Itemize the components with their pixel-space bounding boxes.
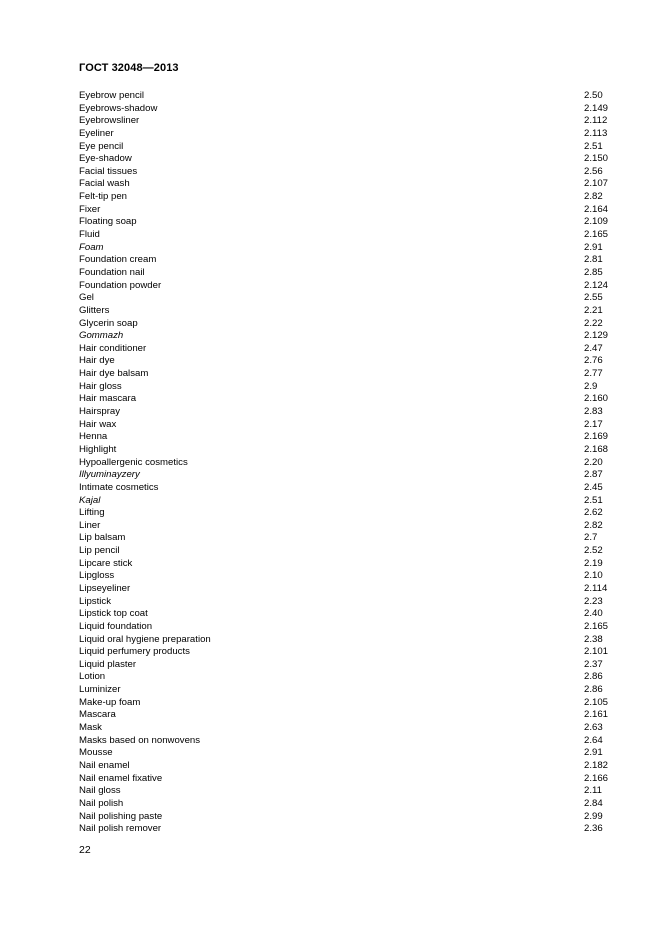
term-row	[79, 305, 619, 318]
term-row	[79, 684, 619, 697]
term-row	[79, 773, 619, 786]
term-name: Facial wash	[79, 178, 130, 190]
term-row	[79, 545, 619, 558]
term-reference: 2.166	[584, 772, 609, 784]
term-row	[79, 570, 619, 583]
term-name: Eyebrowsliner	[79, 115, 140, 127]
term-row	[79, 242, 619, 255]
term-reference: 2.37	[584, 658, 603, 670]
term-row	[79, 596, 619, 609]
term-row	[79, 482, 619, 495]
term-name: Lipstick	[79, 595, 111, 607]
term-reference: 2.113	[584, 127, 608, 139]
term-name: Eye-shadow	[79, 153, 132, 165]
term-reference: 2.38	[584, 633, 603, 645]
term-reference: 2.168	[584, 443, 609, 455]
term-name: Gommazh	[79, 330, 124, 342]
term-reference: 2.82	[584, 191, 603, 203]
term-name: Nail polishing paste	[79, 810, 163, 822]
term-row	[79, 558, 619, 571]
term-name: Foam	[79, 241, 104, 253]
term-name: Nail enamel fixative	[79, 772, 163, 784]
term-reference: 2.160	[584, 393, 609, 405]
term-reference: 2.114	[584, 582, 608, 594]
term-name: Lotion	[79, 671, 106, 683]
term-reference: 2.84	[584, 797, 603, 809]
term-reference: 2.169	[584, 431, 609, 443]
term-reference: 2.165	[584, 229, 609, 241]
term-reference: 2.165	[584, 620, 609, 632]
term-name: Kajal	[79, 494, 101, 506]
term-name: Hypoallergenic cosmetics	[79, 456, 188, 468]
page-number: 22	[79, 844, 91, 856]
term-reference: 2.105	[584, 696, 609, 708]
term-name: Gel	[79, 292, 94, 304]
term-reference: 2.45	[584, 481, 603, 493]
term-row	[79, 697, 619, 710]
term-name: Lipcare stick	[79, 557, 133, 569]
term-reference: 2.83	[584, 406, 603, 418]
term-name: Nail enamel	[79, 759, 130, 771]
term-row	[79, 532, 619, 545]
term-reference: 2.109	[584, 216, 609, 228]
term-row	[79, 229, 619, 242]
term-name: Hairspray	[79, 406, 121, 418]
term-name: Eye pencil	[79, 140, 124, 152]
term-reference: 2.55	[584, 292, 603, 304]
term-name: Foundation cream	[79, 254, 157, 266]
term-name: Hair dye	[79, 355, 115, 367]
term-row	[79, 823, 619, 836]
term-reference: 2.81	[584, 254, 603, 266]
term-row	[79, 318, 619, 331]
term-name: Intimate cosmetics	[79, 481, 159, 493]
term-reference: 2.56	[584, 165, 603, 177]
term-row	[79, 343, 619, 356]
term-reference: 2.76	[584, 355, 603, 367]
term-name: Liquid perfumery products	[79, 646, 190, 658]
term-row	[79, 520, 619, 533]
term-reference: 2.129	[584, 330, 609, 342]
term-row	[79, 671, 619, 684]
term-row	[79, 254, 619, 267]
term-row	[79, 204, 619, 217]
term-row	[79, 393, 619, 406]
term-name: Hair mascara	[79, 393, 137, 405]
term-reference: 2.107	[584, 178, 609, 190]
term-row	[79, 634, 619, 647]
term-name: Foundation powder	[79, 279, 162, 291]
term-name: Felt-tip pen	[79, 191, 127, 203]
term-reference: 2.10	[584, 570, 603, 582]
term-name: Mascara	[79, 709, 116, 721]
term-reference: 2.91	[584, 747, 603, 759]
term-reference: 2.112	[584, 115, 608, 127]
term-row	[79, 406, 619, 419]
term-row	[79, 381, 619, 394]
term-name: Mousse	[79, 747, 113, 759]
term-reference: 2.36	[584, 823, 603, 835]
term-row	[79, 368, 619, 381]
term-row	[79, 646, 619, 659]
term-reference: 2.52	[584, 545, 603, 557]
term-name: Facial tissues	[79, 165, 138, 177]
term-reference: 2.124	[584, 279, 609, 291]
term-name: Liquid foundation	[79, 620, 153, 632]
term-row	[79, 128, 619, 141]
term-row	[79, 621, 619, 634]
term-name: Lipstick top coat	[79, 608, 148, 620]
term-name: Illyuminayzery	[79, 469, 140, 481]
term-row	[79, 735, 619, 748]
term-name: Liquid plaster	[79, 658, 137, 670]
term-name: Luminizer	[79, 684, 121, 696]
term-name: Hair dye balsam	[79, 368, 149, 380]
term-row	[79, 722, 619, 735]
term-reference: 2.87	[584, 469, 603, 481]
term-name: Henna	[79, 431, 108, 443]
term-row	[79, 469, 619, 482]
term-row	[79, 153, 619, 166]
term-row	[79, 280, 619, 293]
term-row	[79, 216, 619, 229]
term-row	[79, 141, 619, 154]
term-reference: 2.17	[584, 418, 603, 430]
term-row	[79, 507, 619, 520]
term-name: Lip balsam	[79, 532, 126, 544]
term-row	[79, 267, 619, 280]
term-reference: 2.91	[584, 241, 603, 253]
term-row	[79, 760, 619, 773]
term-row	[79, 292, 619, 305]
term-reference: 2.82	[584, 519, 603, 531]
term-reference: 2.11	[584, 785, 602, 797]
term-reference: 2.99	[584, 810, 603, 822]
term-name: Mask	[79, 722, 102, 734]
term-name: Eyeliner	[79, 127, 114, 139]
term-row	[79, 103, 619, 116]
term-name: Lip pencil	[79, 545, 120, 557]
term-name: Hair wax	[79, 418, 117, 430]
term-row	[79, 431, 619, 444]
term-reference: 2.47	[584, 342, 603, 354]
document-header: ГОСТ 32048—2013	[79, 62, 179, 74]
term-name: Glycerin soap	[79, 317, 138, 329]
term-name: Lipgloss	[79, 570, 115, 582]
term-row	[79, 330, 619, 343]
term-reference: 2.101	[584, 646, 609, 658]
term-row	[79, 166, 619, 179]
term-row	[79, 798, 619, 811]
term-reference: 2.149	[584, 102, 609, 114]
term-row	[79, 747, 619, 760]
term-name: Nail polish	[79, 797, 124, 809]
term-reference: 2.7	[584, 532, 598, 544]
term-name: Liquid oral hygiene preparation	[79, 633, 211, 645]
term-row	[79, 495, 619, 508]
term-reference: 2.22	[584, 317, 603, 329]
term-name: Highlight	[79, 443, 117, 455]
term-reference: 2.50	[584, 90, 603, 101]
term-row	[79, 709, 619, 722]
term-name: Fluid	[79, 229, 100, 241]
term-name: Hair gloss	[79, 380, 122, 392]
term-row	[79, 178, 619, 191]
term-name: Eyebrow pencil	[79, 90, 145, 101]
term-row	[79, 355, 619, 368]
term-reference: 2.40	[584, 608, 603, 620]
term-name: Floating soap	[79, 216, 137, 228]
term-row	[79, 191, 619, 204]
term-row	[79, 419, 619, 432]
term-reference: 2.21	[584, 304, 603, 316]
term-row	[79, 444, 619, 457]
term-name: Hair conditioner	[79, 342, 147, 354]
term-name: Liner	[79, 519, 101, 531]
term-reference: 2.20	[584, 456, 603, 468]
term-name: Nail gloss	[79, 785, 121, 797]
term-reference: 2.62	[584, 507, 603, 519]
term-reference: 2.86	[584, 684, 603, 696]
term-name: Nail polish remover	[79, 823, 162, 835]
term-reference: 2.51	[584, 140, 603, 152]
term-name: Masks based on nonwovens	[79, 734, 201, 746]
term-row	[79, 608, 619, 621]
term-row	[79, 457, 619, 470]
term-name: Lifting	[79, 507, 105, 519]
term-row	[79, 90, 619, 103]
term-reference: 2.161	[584, 709, 609, 721]
term-name: Make-up foam	[79, 696, 141, 708]
term-reference: 2.77	[584, 368, 603, 380]
term-reference: 2.182	[584, 759, 609, 771]
term-reference: 2.51	[584, 494, 603, 506]
term-name: Glitters	[79, 304, 110, 316]
term-name: Eyebrows-shadow	[79, 102, 158, 114]
term-reference: 2.164	[584, 203, 609, 215]
term-row	[79, 811, 619, 824]
term-index-list	[79, 90, 619, 836]
term-row	[79, 785, 619, 798]
term-reference: 2.86	[584, 671, 603, 683]
term-reference: 2.63	[584, 722, 603, 734]
term-name: Fixer	[79, 203, 101, 215]
term-reference: 2.19	[584, 557, 603, 569]
term-row	[79, 659, 619, 672]
term-row	[79, 115, 619, 128]
term-name: Foundation nail	[79, 266, 145, 278]
term-reference: 2.150	[584, 153, 609, 165]
term-row	[79, 583, 619, 596]
term-name: Lipseyeliner	[79, 582, 131, 594]
term-reference: 2.23	[584, 595, 603, 607]
term-reference: 2.9	[584, 380, 598, 392]
term-reference: 2.85	[584, 266, 603, 278]
term-reference: 2.64	[584, 734, 603, 746]
